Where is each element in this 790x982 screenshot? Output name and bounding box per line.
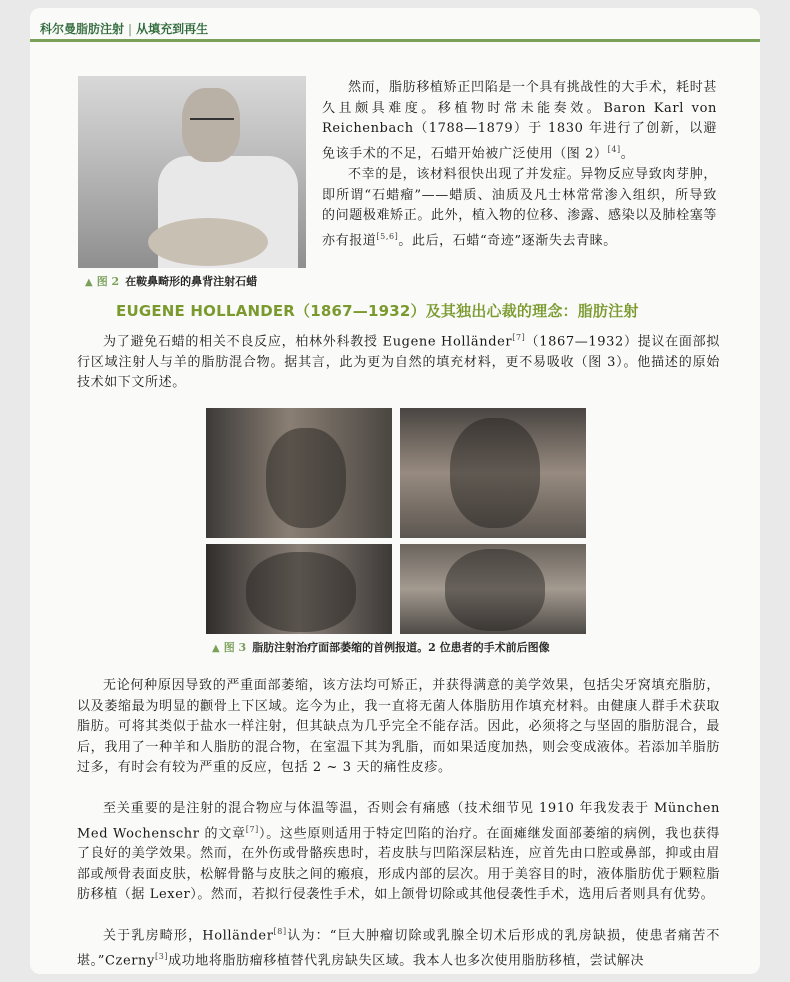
citation-ref: [7]: [245, 824, 259, 834]
paragraph-5: [77, 799, 720, 906]
paragraph-2-text: 不幸的是，该材料很快出现了并发症。异物反应导致肉芽肿，即所谓“石蜡瘤”——蜡质、油质及凡士林常常渗入组织，所导致的问题极难矫正。此外，植入物的位移、渗露、感染以及肺栓塞等亦有报道: [322, 167, 717, 248]
header-rule: [30, 39, 760, 42]
figure-2-caption: [85, 274, 365, 290]
header-separator: |: [128, 22, 133, 36]
paragraph-2-end: 。此后，石蜡“奇迹”逐渐失去青睐。: [398, 232, 617, 248]
paragraph-3: [77, 328, 720, 394]
paragraph-6-end: 成功地将脂肪瘤移植替代乳房缺失区域。我本人也多次使用脂肪移植，尝试解决: [168, 953, 645, 969]
book-subtitle: 从填充到再生: [136, 22, 209, 36]
triangle-icon: ▲: [85, 277, 93, 288]
citation-ref: [5,6]: [376, 231, 399, 241]
paragraph-5-text: 至关重要的是注射的混合物应与体温等温，否则会有痛感（技术细节见 1910 年我发表于 München Med Wochenschr 的文章: [77, 801, 720, 841]
figure-3-label: 图 3: [223, 641, 247, 654]
paragraph-2: [322, 165, 717, 251]
figure-3-caption: [212, 640, 607, 656]
section-heading: EUGENE HOLLANDER（1867—1932）及其独出心裁的理念：脂肪注射: [116, 302, 639, 320]
figure-2-caption-text: 在鞍鼻畸形的鼻背注射石蜡: [125, 275, 258, 288]
paragraph-1: [322, 78, 717, 164]
paragraph-1-text: 然而，脂肪移植矫正凹陷是一个具有挑战性的大手术，耗时甚久且颇具难度。移植物时常未能奏效。Baron Karl von Reichenbach（1788—1879）于 1830 年进行了创新，以避免该手术的不足，石蜡开始被广泛使用（图 2）: [322, 80, 717, 161]
running-header: [30, 8, 760, 42]
figure-3-patient2-before: [400, 408, 586, 538]
patient-head: [148, 218, 268, 266]
paragraph-3-text: 为了避免石蜡的相关不良反应，柏林外科教授 Eugene Holländer: [103, 334, 513, 350]
paragraph-4: 无论何种原因导致的严重面部萎缩，该方法均可矫正，并获得满意的美学效果，包括尖牙窝填充脂肪，以及萎缩最为明显的颧骨上下区域。迄今为止，我一直将无菌人体脂肪用作填充材料。由健康人群手术获取脂肪。可将其类似于盐水一样注射，但其缺点为几乎完全不能存活。因此，必须将之与坚固的脂肪混合，最后，我用了一种羊和人脂肪的混合物，在室温下其为乳脂，而如果适度加热，则会变成液体。若添加羊脂肪过多，有时会有较为严重的反应，包括 2 ~ 3 天的痛性皮疹。: [77, 678, 720, 775]
figure-2-label: 图 2: [96, 275, 120, 288]
book-title: 科尔曼脂肪注射: [40, 22, 125, 36]
book-page: [30, 8, 760, 974]
face-silhouette: [450, 418, 540, 528]
citation-ref: [8]: [273, 927, 287, 936]
figure-3-patient1-after: [206, 544, 392, 634]
figure-3-patient1-before: [206, 408, 392, 538]
surgeon-glasses: [190, 118, 234, 128]
paragraph-1-end: 。: [620, 145, 635, 161]
header-text: [40, 20, 208, 37]
citation-ref: [7]: [512, 333, 526, 342]
paragraph-6-mid: 认为：“巨大肿瘤切除或乳腺全切术后形成的乳房缺损，使患者痛苦不堪。”Czerny: [77, 928, 721, 969]
citation-ref: [4]: [607, 144, 621, 154]
face-silhouette: [266, 428, 346, 528]
face-silhouette: [246, 552, 356, 632]
figure-2-photo: [78, 76, 306, 268]
paragraph-5-end: ）。这些原则适用于特定凹陷的治疗。在面瘫继发面部萎缩的病例，我也获得了良好的美学效果。然而，在外伤或骨骼疾患时，若皮肤与凹陷深层粘连，应首先由口腔或鼻部，抑或由眉部或颅骨表面皮肤，松解骨骼与皮肤之间的瘢痕，形成内部的层次。用于美容目的时，液体脂肪优于颗粒脂肪移植（据 Lexer）。然而，若拟行侵袭性手术，如上颌骨切除或其他侵袭性手术，选用后者则具有优势。: [77, 825, 720, 903]
paragraph-3-end: （1867—1932）提议在面部拟行区域注射人与羊的脂肪混合物。据其言，此为更为自然的填充材料，更不易吸收（图 3）。他描述的原始技术如下文所述。: [77, 334, 720, 391]
figure-3-caption-text: 脂肪注射治疗面部萎缩的首例报道。2 位患者的手术前后图像: [252, 641, 550, 654]
paragraph-6-text: 关于乳房畸形，Holländer: [103, 928, 274, 944]
triangle-icon: ▲: [212, 643, 220, 654]
face-silhouette: [445, 549, 545, 631]
citation-ref: [3]: [154, 951, 169, 961]
paragraph-6: [77, 922, 720, 972]
figure-3-patient2-after: [400, 544, 586, 634]
